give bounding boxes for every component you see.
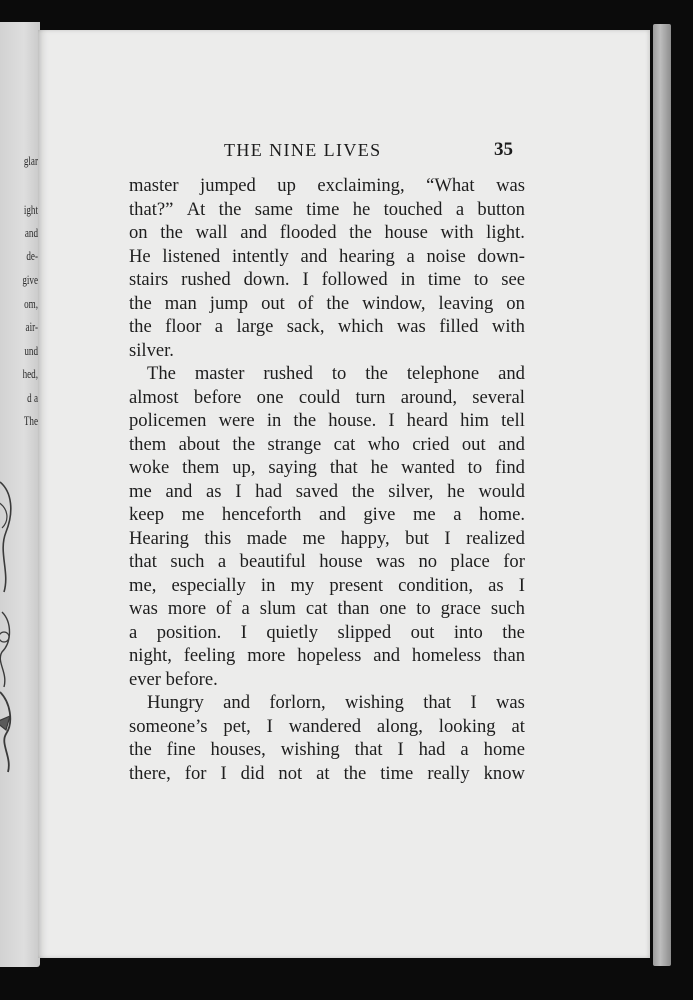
previous-page-fragment: hed, xyxy=(22,366,38,381)
book-edge xyxy=(653,24,671,966)
previous-page-fragment: de- xyxy=(26,248,38,263)
text-line: me and as I had saved the silver, he would xyxy=(129,480,525,502)
text-line: policemen were in the house. I heard him tell xyxy=(129,410,525,431)
text-line: on the wall and flooded the house with light. xyxy=(129,222,525,243)
text-line: master jumped up exclaiming, “What was xyxy=(129,175,525,196)
text-line: them about the strange cat who cried out and xyxy=(129,433,525,455)
text-line: He listened intently and hearing a noise down- xyxy=(129,245,525,267)
page-number: 35 xyxy=(494,139,513,160)
previous-page-fragment: om, xyxy=(24,296,38,311)
previous-page-illustration xyxy=(0,472,16,782)
previous-page-fragment: d a xyxy=(27,390,38,405)
text-line: that such a beautiful house was no place for xyxy=(129,551,525,572)
book-page xyxy=(38,30,650,958)
previous-page-fragment: glar xyxy=(23,153,38,168)
text-line: Hungry and forlorn, wishing that I was xyxy=(147,692,525,713)
text-line: The master rushed to the telephone and xyxy=(147,363,525,384)
text-line: almost before one could turn around, several xyxy=(129,386,525,408)
text-line: the fine houses, wishing that I had a home xyxy=(129,739,525,760)
text-line: the man jump out of the window, leaving on xyxy=(129,292,525,314)
previous-page-fragment: give xyxy=(22,272,38,287)
text-line: me, especially in my present condition, as I xyxy=(129,574,525,596)
text-line: keep me henceforth and give me a home. xyxy=(129,504,525,525)
text-line: there, for I did not at the time really know xyxy=(129,762,525,784)
previous-page-fragment: air- xyxy=(25,319,38,334)
text-line: ever before. xyxy=(129,668,218,690)
previous-page-fragment: and xyxy=(24,225,38,240)
text-line: stairs rushed down. I followed in time to see xyxy=(129,269,525,290)
previous-page-edge xyxy=(0,22,40,967)
text-line: the floor a large sack, which was filled with xyxy=(129,316,525,337)
text-line: woke them up, saying that he wanted to find xyxy=(129,457,525,478)
text-line: someone’s pet, I wandered along, looking at xyxy=(129,715,525,737)
body-text xyxy=(129,174,525,785)
text-line: night, feeling more hopeless and homeless than xyxy=(129,645,525,666)
text-line: Hearing this made me happy, but I realized xyxy=(129,527,525,549)
text-line: that?” At the same time he touched a button xyxy=(129,198,525,220)
previous-page-fragment: und xyxy=(24,343,38,358)
previous-page-fragment: The xyxy=(23,413,38,428)
previous-page-fragment: ight xyxy=(23,202,38,217)
text-line: silver. xyxy=(129,339,174,361)
running-head: THE NINE LIVES xyxy=(224,140,382,160)
text-line: a position. I quietly slipped out into the xyxy=(129,621,525,643)
text-line: was more of a slum cat than one to grace such xyxy=(129,598,525,619)
